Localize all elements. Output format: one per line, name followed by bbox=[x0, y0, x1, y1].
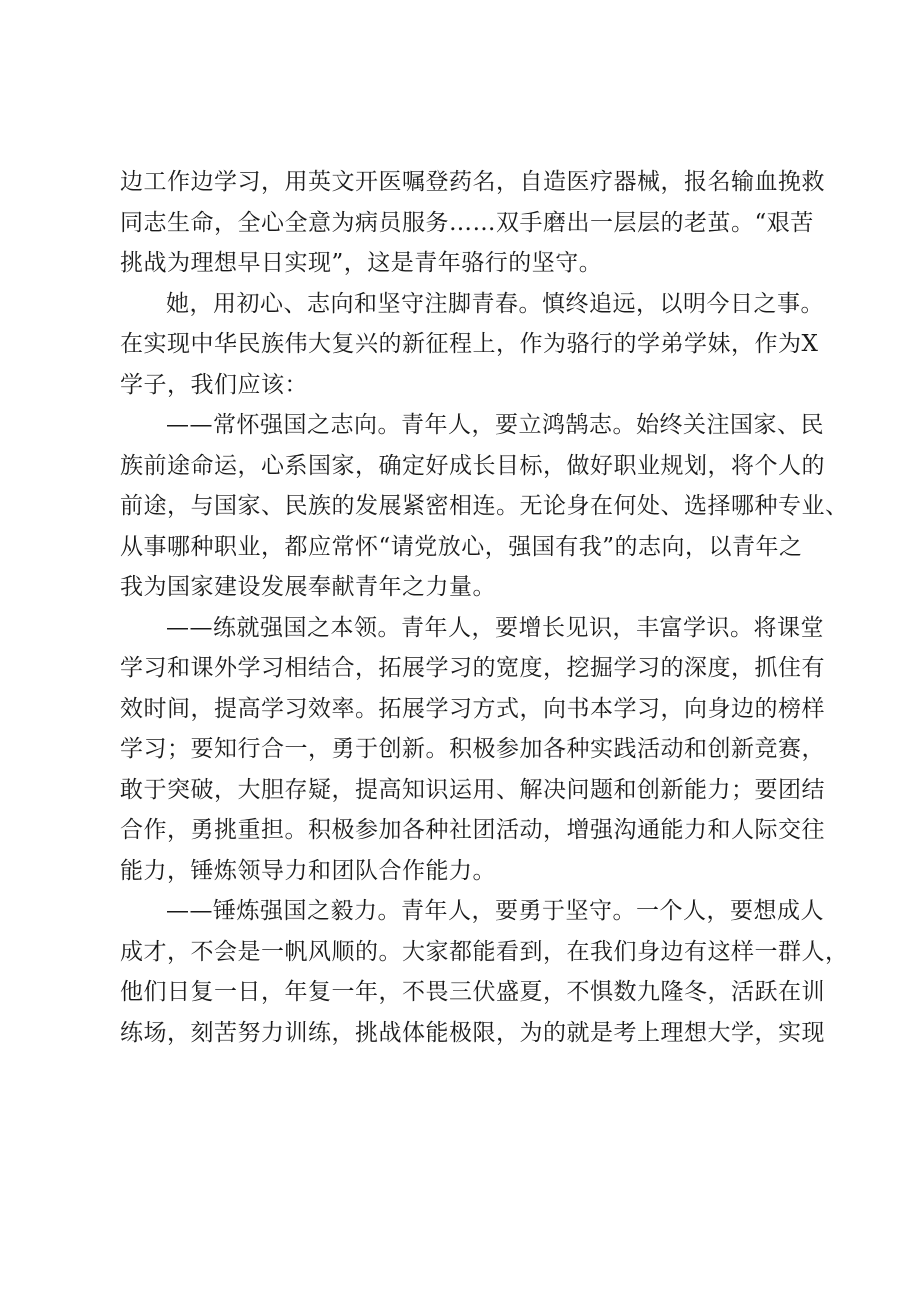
text-line: 成才，不会是一帆风顺的。大家都能看到，在我们身边有这样一群人， bbox=[120, 938, 849, 965]
paragraph-2 bbox=[120, 284, 824, 406]
text-line: 在实现中华民族伟大复兴的新征程上，作为骆行的学弟学妹，作为X bbox=[120, 331, 819, 357]
text-line: 挑战为理想早日实现”，这是青年骆行的坚守。 bbox=[120, 250, 603, 276]
text-line: 同志生命，全心全意为病员服务……双手磨出一层层的老茧。“艰苦 bbox=[120, 209, 814, 236]
text-line: 我为国家建设发展奉献青年之力量。 bbox=[120, 574, 496, 600]
paragraph-1 bbox=[120, 162, 825, 284]
text-line: 学习和课外学习相结合，拓展学习的宽度，挖掘学习的深度，抓住有 bbox=[120, 655, 825, 681]
text-line: 族前途命运，心系国家，确定好成长目标，做好职业规划，将个人的 bbox=[120, 452, 825, 479]
text-line: 她，用初心、志向和坚守注脚青春。慎终追远，以明今日之事。 bbox=[166, 290, 824, 317]
document-body bbox=[120, 162, 849, 1053]
text-line: 学子，我们应该： bbox=[120, 371, 308, 398]
text-line: 学习；要知行合一，勇于创新。积极参加各种实践活动和创新竞赛， bbox=[120, 736, 825, 762]
text-line: ——锤炼强国之毅力。青年人，要勇于坚守。一个人，要想成人 bbox=[166, 898, 824, 924]
paragraph-5 bbox=[120, 891, 849, 1053]
text-line: ——常怀强国之志向。青年人，要立鸿鹄志。始终关注国家、民 bbox=[166, 412, 824, 438]
text-line: 从事哪种职业，都应常怀“请党放心，强国有我”的志向，以青年之 bbox=[120, 533, 803, 560]
text-line: ——练就强国之本领。青年人，要增长见识，丰富学识。将课堂 bbox=[166, 614, 824, 641]
text-line: 敢于突破，大胆存疑，提高知识运用、解决问题和创新能力；要团结 bbox=[120, 776, 825, 803]
text-line: 能力，锤炼领导力和团队合作能力。 bbox=[120, 857, 496, 884]
text-line: 练场，刻苦努力训练，挑战体能极限，为的就是考上理想大学，实现 bbox=[120, 1019, 825, 1046]
text-line: 效时间，提高学习效率。拓展学习方式，向书本学习，向身边的榜样 bbox=[120, 695, 825, 722]
paragraph-4 bbox=[120, 608, 825, 892]
paragraph-3 bbox=[120, 405, 849, 608]
text-line: 前途，与国家、民族的发展紧密相连。无论身在何处、选择哪种专业、 bbox=[120, 493, 849, 519]
text-line: 边工作边学习，用英文开医嘱登药名，自造医疗器械，报名输血挽救 bbox=[120, 169, 825, 195]
text-line: 他们日复一日，年复一年，不畏三伏盛夏，不惧数九隆冬，活跃在训 bbox=[120, 979, 825, 1005]
text-line: 合作，勇挑重担。积极参加各种社团活动，增强沟通能力和人际交往 bbox=[120, 817, 825, 843]
